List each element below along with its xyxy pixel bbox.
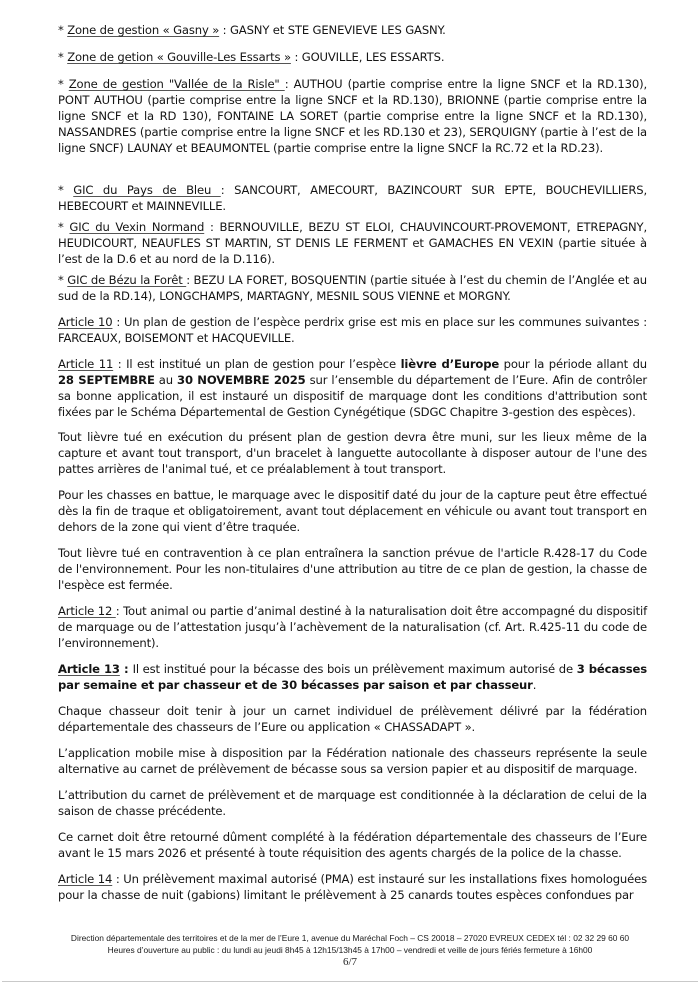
zone-communes: BERNOUVILLE, BEZU ST ELOI, CHAUVINCOURT-PROVEMONT, ETREPAGNY, HEUDICOURT, NEAUFLES ST MARTIN, ST DENIS LE FERMENT et GAMACHES EN VEXIN (partie située à l’est de la D.6 et au nord de la D.116). bbox=[58, 220, 648, 266]
separator: : bbox=[112, 872, 124, 886]
zone-title: Zone de gestion "Vallée de la Risle" bbox=[68, 77, 285, 91]
gic-vexin-normand bbox=[58, 219, 647, 267]
article-text: Un plan de gestion de l’espèce perdrix grise est mis en place sur les communes suivantes : FARCEAUX, BOISEMONT et HACQUEVILLE. bbox=[58, 315, 648, 345]
article-14 bbox=[58, 871, 647, 903]
separator: : bbox=[220, 183, 235, 197]
zone-title: Zone de getion « Gouville-Les Essarts » bbox=[67, 50, 291, 64]
zone-communes: GOUVILLE, LES ESSARTS. bbox=[301, 50, 445, 64]
article-11-para-battue bbox=[58, 487, 647, 535]
zone-title: GIC de Bézu la Forêt bbox=[67, 273, 187, 287]
gic-pays-de-bleu bbox=[58, 182, 647, 214]
paragraph: Tout lièvre tué en contravention à ce plan entraînera la sanction prévue de l'article R.428-17 du Code de l'environnement. Pour les non-titulaires d'une attribution au titre de ce plan de gestion, la chasse de l'espèce est fermée. bbox=[58, 546, 647, 592]
separator: : bbox=[113, 357, 127, 371]
paragraph: L’application mobile mise à disposition par la Fédération nationale des chasseurs représente la seule alternative au carnet de prélèvement de bécasse sous sa version papier et au dispositif de marquage. bbox=[58, 746, 647, 776]
footer-address: Direction départementale des territoires et de la mer de l’Eure 1, avenue du Maréchal Foch – CS 20018 – 27020 EVREUX CEDEX tél : 02 32 29 60 60 bbox=[70, 933, 630, 943]
article-10 bbox=[58, 314, 647, 346]
article-text: Un prélèvement maximal autorisé (PMA) est instauré sur les installations fixes homologuées pour la chasse de nuit (gabions) limitant le prélèvement à 25 canards toutes espèces confondues par bbox=[58, 872, 647, 902]
bullet: * bbox=[58, 77, 69, 91]
article-text: . bbox=[532, 678, 537, 692]
zone-communes: AUTHOU (partie comprise entre la ligne SNCF et la RD.130), PONT AUTHOU (partie comprise entre la ligne SNCF et la RD.130), BRIONNE (partie comprise entre la ligne SNCF et la RD 130), FONTAINE LA SORET (partie comprise entre la ligne SNCF et la RD.130), NASSANDRES (partie comprise entre la ligne SNCF et les RD.130 et 23), SERQUIGNY (partie à l’est de la ligne SNCF) LAUNAY et BEAUMONTEL (partie comprise entre la ligne SNCF la RC.72 et la RD.23). bbox=[58, 77, 647, 155]
paragraph: Chaque chasseur doit tenir à jour un carnet individuel de prélèvement délivré par la fédération départementale des chasseurs de l’Eure ou application « CHASSADAPT ». bbox=[58, 704, 647, 734]
species-name: lièvre d’Europe bbox=[400, 357, 500, 371]
footer-hours: Heures d’ouverture au public : du lundi au jeudi 8h45 à 12h15/13h45 à 17h00 – vendredi et veille de jours fériés fermeture à 16h00 bbox=[107, 945, 593, 955]
article-11-para-sanction bbox=[58, 545, 647, 593]
zone-vallee-risle bbox=[58, 76, 647, 156]
separator: : bbox=[219, 23, 230, 37]
bullet: * bbox=[58, 220, 70, 234]
article-12 bbox=[58, 603, 647, 651]
separator: : bbox=[115, 604, 124, 618]
separator: : bbox=[119, 662, 133, 676]
paragraph: Pour les chasses en battue, le marquage avec le dispositif daté du jour de la capture peut être effectué dès la fin de traque et obligatoirement, avant tout déplacement en véhicule ou avant tout transport en dehors de la zone qui vient d’être traquée. bbox=[58, 488, 647, 534]
article-text: pour la période allant du bbox=[499, 357, 647, 371]
page-number: 6/7 bbox=[342, 956, 358, 968]
separator: : bbox=[284, 77, 294, 91]
article-text: Il est institué un plan de gestion pour l’espèce bbox=[126, 357, 401, 371]
article-11 bbox=[58, 356, 647, 420]
zone-gasny bbox=[58, 22, 647, 38]
article-13-para-attribution bbox=[58, 787, 647, 819]
article-text: au bbox=[154, 373, 178, 387]
zone-title: Zone de gestion « Gasny » bbox=[67, 23, 220, 37]
bullet: * bbox=[58, 183, 74, 197]
bullet: * bbox=[58, 50, 68, 64]
separator: : bbox=[186, 273, 194, 287]
zone-communes: SANCOURT, AMECOURT, BAZINCOURT SUR EPTE, BOUCHEVILLIERS, HEBECOURT et MAINNEVILLE. bbox=[58, 183, 647, 213]
article-label: Article 14 bbox=[58, 872, 113, 886]
article-text: Tout animal ou partie d’animal destiné à la naturalisation doit être accompagné du dispositif de marquage ou de l’attestation jusqu’à l’achèvement de la naturalisation (cf. Art. R.425-11 du code de l’environnement). bbox=[58, 604, 647, 650]
article-label: Article 13 bbox=[58, 662, 120, 676]
zone-title: GIC du Vexin Normand bbox=[69, 220, 205, 234]
article-11-para-marking bbox=[58, 429, 647, 477]
article-label: Article 11 bbox=[58, 357, 114, 371]
article-13-para-return bbox=[58, 829, 647, 861]
zone-communes: BEZU LA FORET, BOSQUENTIN (partie située à l’est du chemin de l’Anglée et au sud de la RD.14), LONGCHAMPS, MARTAGNY, MESNIL SOUS VIENNE et MORGNY. bbox=[58, 273, 648, 303]
separator: : bbox=[112, 315, 124, 329]
separator: : bbox=[290, 50, 302, 64]
gic-bezu-la-foret bbox=[58, 272, 647, 304]
paragraph: Ce carnet doit être retourné dûment complété à la fédération départementale des chasseurs de l’Eure avant le 15 mars 2026 et présenté à toute réquisition des agents chargés de la police de la chasse. bbox=[58, 830, 647, 860]
paragraph: L’attribution du carnet de prélèvement et de marquage est conditionnée à la déclaration de celui de la saison de chasse précédente. bbox=[58, 788, 647, 818]
paragraph: Tout lièvre tué en exécution du présent plan de gestion devra être muni, sur les lieux même de la capture et avant tout transport, d'un bracelet à languette autocollante à disposer autour de l'une des pattes arrières de l'animal tué, et ce préalablement à tout transport. bbox=[58, 430, 647, 476]
page-bottom-rule bbox=[2, 981, 698, 982]
start-date: 28 SEPTEMBRE bbox=[58, 373, 155, 387]
zone-communes: GASNY et STE GENEVIEVE LES GASNY. bbox=[229, 23, 446, 37]
separator: : bbox=[204, 220, 220, 234]
article-label: Article 12 bbox=[58, 604, 116, 618]
article-13 bbox=[58, 661, 647, 693]
zone-title: GIC du Pays de Bleu bbox=[73, 183, 221, 197]
article-13-para-carnet bbox=[58, 703, 647, 735]
zone-gouville bbox=[58, 49, 647, 65]
article-label: Article 10 bbox=[58, 315, 113, 329]
end-date: 30 NOVEMBRE 2025 bbox=[177, 373, 306, 387]
bullet: * bbox=[58, 23, 68, 37]
bag-limit: 3 bécasses par semaine et par chasseur et de 30 bécasses par saison et par chasseur bbox=[58, 662, 647, 692]
article-text: sur l’ensemble du département de l’Eure. Afin de contrôler sa bonne application, il est instauré un dispositif de marquage dont les conditions d'attribution sont fixées par le Schéma Départemental de Gestion Cynégétique (SDGC Chapitre 3-gestion des espèces). bbox=[58, 373, 647, 419]
bullet: * bbox=[58, 273, 68, 287]
article-13-para-app bbox=[58, 745, 647, 777]
article-text: Il est institué pour la bécasse des bois un prélèvement maximum autorisé de bbox=[132, 662, 577, 676]
